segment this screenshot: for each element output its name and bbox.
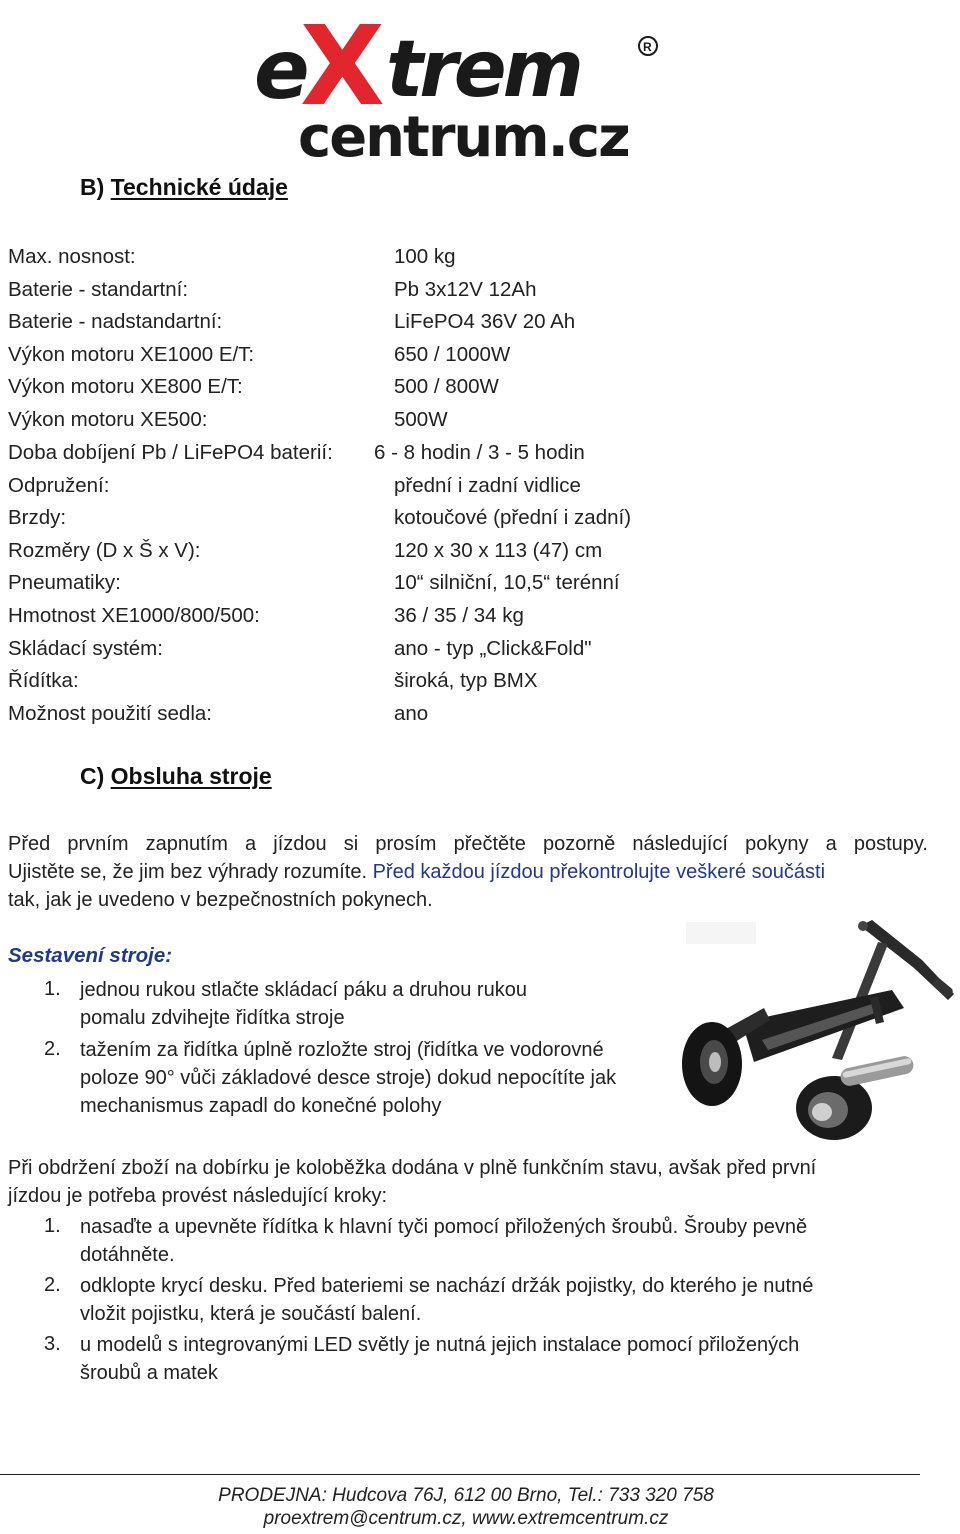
svg-text:R: R xyxy=(643,40,652,54)
delivery-step-text xyxy=(80,1331,799,1387)
spec-label: Odpružení: xyxy=(8,474,110,497)
step-line: vložit pojistku, která je součástí balení. xyxy=(80,1303,422,1325)
spec-value: 6 - 8 hodin / 3 - 5 hodin xyxy=(374,441,585,464)
step-line: tažením za řidítka úplně rozložte stroj (řidítka ve vodorovné xyxy=(80,1039,604,1061)
intro-line-2a: Ujistěte se, že jim bez výhrady rozumíte. xyxy=(8,861,368,883)
intro-line-2 xyxy=(8,858,928,886)
svg-text:X: X xyxy=(300,2,385,130)
section-b-title: Technické údaje xyxy=(110,174,288,200)
svg-text:centrum.cz: centrum.cz xyxy=(298,105,629,168)
assembly-step-number: 1. xyxy=(44,978,61,1000)
intro-line-2b: Před každou jízdou překontrolujte veškeré součásti xyxy=(367,861,826,883)
assembly-step-text xyxy=(80,1036,616,1120)
spec-value: 120 x 30 x 113 (47) cm xyxy=(394,539,603,562)
step-line: pomalu zdvihejte řidítka stroje xyxy=(80,1007,345,1029)
assembly-heading: Sestavení stroje: xyxy=(8,944,173,967)
step-line: dotáhněte. xyxy=(80,1244,175,1266)
spec-value: 650 / 1000W xyxy=(394,343,511,366)
spec-label: Doba dobíjení Pb / LiFePO4 baterií: xyxy=(8,441,333,464)
spec-label: Skládací systém: xyxy=(8,637,163,660)
footer-contact: proextrem@centrum.cz, www.extremcentrum.cz xyxy=(263,1508,669,1529)
spec-value: LiFePO4 36V 20 Ah xyxy=(394,310,576,333)
logo-artwork xyxy=(236,0,696,168)
delivery-step-number: 1. xyxy=(44,1215,61,1237)
section-b-label: B) xyxy=(80,174,105,200)
delivery-paragraph xyxy=(8,1154,928,1210)
spec-value: ano - typ „Click&Fold" xyxy=(394,637,592,660)
delivery-step-number: 2. xyxy=(44,1274,61,1296)
svg-text:trem: trem xyxy=(386,25,580,115)
step-line: nasaďte a upevněte řídítka k hlavní tyči pomocí přiložených šroubů. Šrouby pevně xyxy=(80,1216,808,1238)
footer-address: PRODEJNA: Hudcova 76J, 612 00 Brno, Tel.: 733 320 758 xyxy=(218,1485,714,1506)
spec-value: 36 / 35 / 34 kg xyxy=(394,604,524,627)
spec-value: Pb 3x12V 12Ah xyxy=(394,278,537,301)
step-line: odklopte krycí desku. Před bateriemi se nachází držák pojistky, do kterého je nutné xyxy=(80,1275,814,1297)
brand-logo xyxy=(236,0,696,168)
spec-label: Max. nosnost: xyxy=(8,245,136,268)
spec-label: Rozměry (D x Š x V): xyxy=(8,539,201,562)
spec-label: Výkon motoru XE800 E/T: xyxy=(8,375,243,398)
step-line: šroubů a matek xyxy=(80,1362,218,1384)
spec-label: Baterie - standartní: xyxy=(8,278,189,301)
step-line: jednou rukou stlačte skládací páku a druhou rukou xyxy=(80,979,527,1001)
spec-label: Hmotnost XE1000/800/500: xyxy=(8,604,260,627)
spec-label: Brzdy: xyxy=(8,506,67,529)
step-line: poloze 90° vůči základové desce stroje) dokud nepocítíte jak xyxy=(80,1067,617,1089)
spec-label: Výkon motoru XE500: xyxy=(8,408,208,431)
assembly-step-text xyxy=(80,976,527,1032)
delivery-line-2: jízdou je potřeba provést následující kroky: xyxy=(8,1185,388,1207)
intro-line-3: tak, jak je uvedeno v bezpečnostních pokynech. xyxy=(8,889,433,911)
delivery-step-text xyxy=(80,1213,807,1269)
spec-value: 500W xyxy=(394,408,448,431)
spec-value: 100 kg xyxy=(394,245,456,268)
delivery-line-1: Při obdržení zboží na dobírku je koloběžka dodána v plně funkčním stavu, avšak před první xyxy=(8,1157,817,1179)
step-line: mechanismus zapadl do konečné polohy xyxy=(80,1095,442,1117)
section-c-title: Obsluha stroje xyxy=(110,763,272,789)
svg-text:e: e xyxy=(254,23,307,118)
spec-label: Pneumatiky: xyxy=(8,571,121,594)
section-c-heading xyxy=(80,763,272,790)
footer-divider xyxy=(0,1474,920,1475)
spec-value: 500 / 800W xyxy=(394,375,499,398)
scooter-photo xyxy=(672,912,956,1146)
spec-label: Řídítka: xyxy=(8,669,79,692)
spec-label: Baterie - nadstandartní: xyxy=(8,310,223,333)
step-line: u modelů s integrovanými LED světly je nutná jejich instalace pomocí přiložených xyxy=(80,1334,800,1356)
assembly-step-number: 2. xyxy=(44,1038,61,1060)
spec-value: široká, typ BMX xyxy=(394,669,538,692)
intro-line-1: Před prvním zapnutím a jízdou si prosím přečtěte pozorně následující pokyny a postupy. xyxy=(8,833,928,855)
intro-paragraph xyxy=(8,830,928,914)
spec-value: ano xyxy=(394,702,429,725)
spec-value: přední i zadní vidlice xyxy=(394,474,581,497)
spec-value: 10“ silniční, 10,5“ terénní xyxy=(394,571,620,594)
delivery-step-text xyxy=(80,1272,813,1328)
section-c-label: C) xyxy=(80,763,105,789)
section-b-heading xyxy=(80,174,288,201)
spec-value: kotoučové (přední i zadní) xyxy=(394,506,632,529)
spec-label: Možnost použití sedla: xyxy=(8,702,212,725)
delivery-step-number: 3. xyxy=(44,1333,61,1355)
spec-label: Výkon motoru XE1000 E/T: xyxy=(8,343,255,366)
